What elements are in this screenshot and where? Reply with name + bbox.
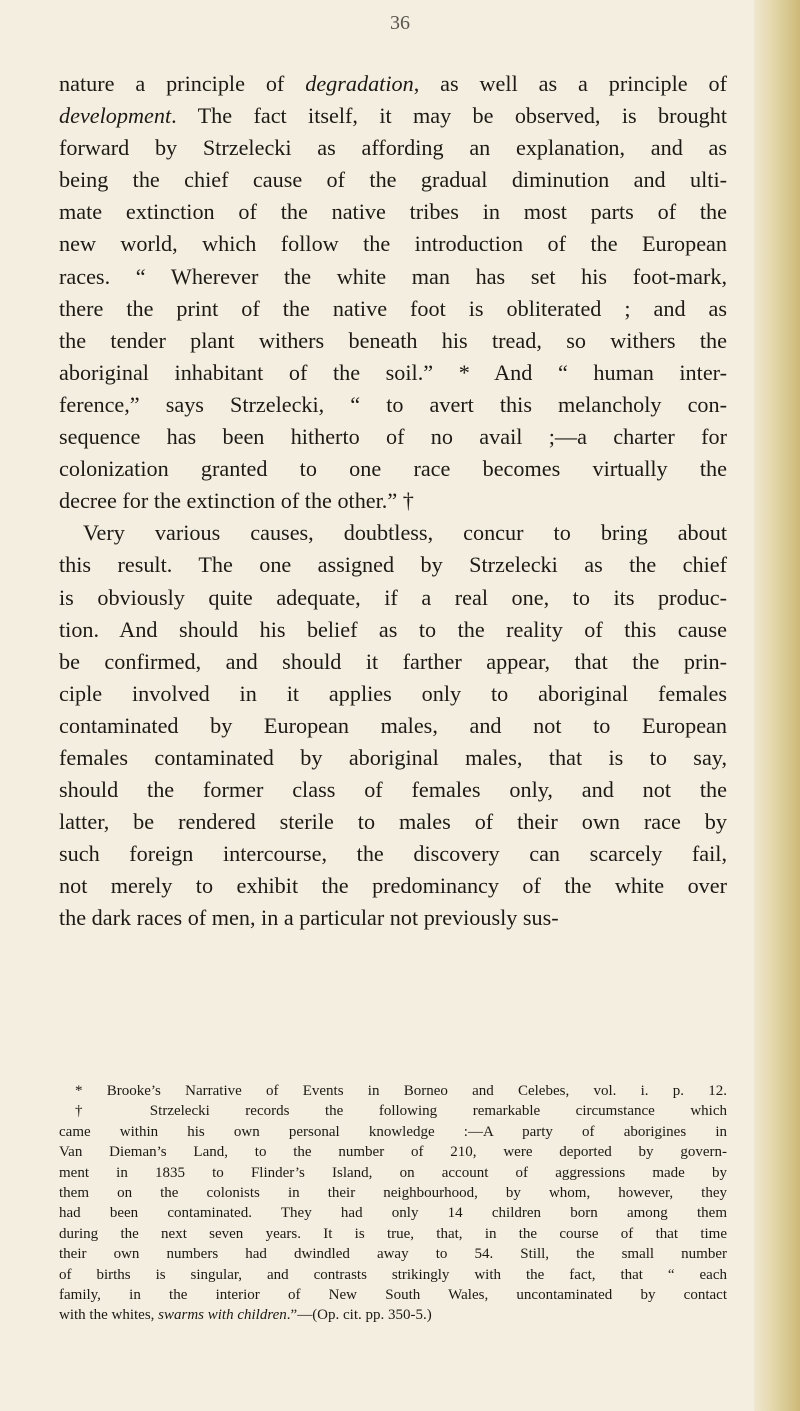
text-run: Van Dieman’s Land, to the number of 210, were deported by govern- xyxy=(59,1144,727,1161)
text-run: came within his own personal knowledge :—A party of aborigines in xyxy=(59,1123,727,1140)
text-run: the dark races of men, in a particular not previously sus- xyxy=(59,905,559,931)
text-run: new world, which follow the introduction of the European xyxy=(59,231,727,257)
body-line xyxy=(59,261,727,293)
text-run: latter, be rendered sterile to males of their own race by xyxy=(59,809,727,835)
text-run: during the next seven years. It is true, that, in the course of that time xyxy=(59,1225,727,1242)
footnote-line xyxy=(59,1081,727,1101)
text-run: forward by Strzelecki as affording an explanation, and as xyxy=(59,135,727,161)
text-run: with the whites, xyxy=(59,1307,159,1324)
text-run: is obviously quite adequate, if a real one, to its produc- xyxy=(59,584,727,610)
text-run: family, in the interior of New South Wales, uncontaminated by contact xyxy=(59,1287,727,1304)
body-line xyxy=(59,68,727,100)
italic-text: development xyxy=(59,103,172,129)
footnote-line xyxy=(59,1305,727,1325)
text-run: not merely to exhibit the predominancy of the white over xyxy=(59,873,727,899)
footnote-line xyxy=(59,1142,727,1162)
text-run: aboriginal inhabitant of the soil.” * And “ human inter- xyxy=(59,359,727,385)
text-run: had been contaminated. They had only 14 children born among them xyxy=(59,1205,727,1222)
footnote-line xyxy=(59,1224,727,1244)
text-run: mate extinction of the native tribes in most parts of the xyxy=(59,199,727,225)
text-run: their own numbers had dwindled away to 54. Still, the small number xyxy=(59,1246,727,1263)
italic-text: swarms with children xyxy=(158,1307,287,1324)
page-edge xyxy=(754,0,800,1411)
text-run: sequence has been hitherto of no avail ;—a charter for xyxy=(59,424,727,450)
text-run: tion. And should his belief as to the reality of this cause xyxy=(59,616,727,642)
body-line xyxy=(59,838,727,870)
body-line xyxy=(59,421,727,453)
text-run: being the chief cause of the gradual diminution and ulti- xyxy=(59,167,727,193)
body-text xyxy=(59,68,727,935)
footnote-line xyxy=(59,1183,727,1203)
text-run: there the print of the native foot is obliterated ; and as xyxy=(59,295,727,321)
footnote-line xyxy=(59,1265,727,1285)
page-number: 36 xyxy=(390,12,410,34)
text-run: should the former class of females only, and not the xyxy=(59,777,727,803)
body-line xyxy=(59,549,727,581)
body-line xyxy=(59,710,727,742)
text-run: them on the colonists in their neighbourhood, by whom, however, they xyxy=(59,1185,727,1202)
body-line xyxy=(59,678,727,710)
text-run: . The fact itself, it may be observed, is brought xyxy=(171,103,727,129)
text-run: , as well as a principle of xyxy=(413,71,727,96)
footnote-line xyxy=(59,1285,727,1305)
body-line xyxy=(59,164,727,196)
text-run: ference,” says Strzelecki, “ to avert this melancholy con- xyxy=(59,391,727,417)
body-line xyxy=(59,453,727,485)
body-line xyxy=(59,806,727,838)
body-line xyxy=(59,196,727,228)
body-line xyxy=(59,902,727,934)
text-run: ciple involved in it applies only to aboriginal females xyxy=(59,680,727,706)
footnote-line xyxy=(59,1244,727,1264)
text-run: * Brooke’s Narrative of Events in Borneo and Celebes, vol. i. p. 12. xyxy=(75,1083,727,1099)
body-line xyxy=(59,357,727,389)
body-line xyxy=(59,228,727,260)
body-line xyxy=(59,614,727,646)
footnote-line xyxy=(59,1203,727,1223)
body-line xyxy=(59,870,727,902)
text-run: such foreign intercourse, the discovery can scarcely fail, xyxy=(59,841,727,867)
body-line xyxy=(59,646,727,678)
text-run: races. “ Wherever the white man has set his foot-mark, xyxy=(59,263,727,289)
text-run: Very various causes, doubtless, concur to bring about xyxy=(83,520,727,546)
body-line xyxy=(59,485,727,517)
text-run: .”—(Op. cit. pp. 350-5.) xyxy=(286,1307,432,1324)
text-run: contaminated by European males, and not to European xyxy=(59,712,727,738)
footnote-line xyxy=(59,1163,727,1183)
body-line xyxy=(59,582,727,614)
italic-text: degradation xyxy=(305,71,414,96)
text-run: of births is singular, and contrasts strikingly with the fact, that “ each xyxy=(59,1266,727,1283)
text-run: this result. The one assigned by Strzelecki as the chief xyxy=(59,552,727,578)
text-run: nature a principle of xyxy=(59,71,306,96)
body-line xyxy=(59,774,727,806)
text-run: ment in 1835 to Flinder’s Island, on account of aggressions made by xyxy=(59,1164,727,1181)
body-line xyxy=(59,389,727,421)
text-run: females contaminated by aboriginal males, that is to say, xyxy=(59,744,727,770)
body-line xyxy=(59,742,727,774)
footnote-line xyxy=(59,1101,727,1121)
body-line xyxy=(59,100,727,132)
text-run: † Strzelecki records the following remarkable circumstance which xyxy=(75,1103,727,1120)
body-line xyxy=(59,293,727,325)
body-line xyxy=(59,325,727,357)
text-run: the tender plant withers beneath his tread, so withers the xyxy=(59,327,727,353)
text-run: decree for the extinction of the other.” † xyxy=(59,488,414,514)
text-run: colonization granted to one race becomes virtually the xyxy=(59,456,727,482)
footnotes xyxy=(59,1081,727,1326)
body-line xyxy=(59,132,727,164)
text-run: be confirmed, and should it farther appear, that the prin- xyxy=(59,648,727,674)
footnote-line xyxy=(59,1122,727,1142)
body-line xyxy=(59,517,727,549)
